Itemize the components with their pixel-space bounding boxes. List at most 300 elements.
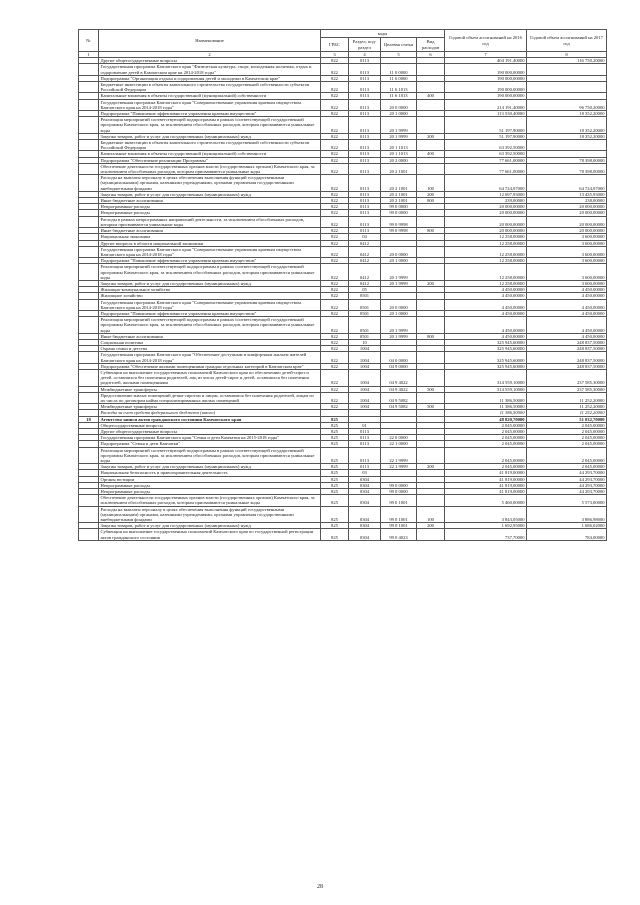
cell-amount-2016: 12 258,00000	[445, 280, 527, 286]
cell-target-article: 22 1 9999	[381, 447, 417, 464]
cell-grbs: 822	[321, 264, 349, 281]
cell-grbs: 825	[321, 529, 349, 540]
cell-expense-type: 800	[417, 333, 445, 339]
cell-razdel: 0113	[349, 99, 381, 110]
cell-expense-type	[417, 447, 445, 464]
cell-amount-2016: 12 258,00000	[445, 264, 527, 281]
cell-target-article: 20 0 0000	[381, 299, 417, 310]
cell-razdel: 0113	[349, 117, 381, 134]
cell-grbs: 822	[321, 82, 349, 93]
cell-amount-2017: 78 398,00000	[527, 157, 607, 163]
cell-grbs: 822	[321, 157, 349, 163]
cell-grbs: 822	[321, 175, 349, 192]
cell-name: Жилищное хозяйство	[99, 293, 321, 299]
cell-amount-2017	[527, 82, 607, 93]
cell-name: Межбюджетные трансферты	[99, 386, 321, 392]
cell-name: Государственная программа Камчатского края "Совершенствование управления краевым имуществом Камчатского края на 2014-2018 годы"	[99, 99, 321, 110]
cell-razdel: 0113	[349, 93, 381, 99]
cell-target-article: 20 0 0000	[381, 99, 417, 110]
cell-amount-2016: 2 045,00000	[445, 464, 527, 470]
cell-amount-2017	[527, 140, 607, 151]
cell-target-article: 22 1 0000	[381, 441, 417, 447]
cell-num	[79, 506, 99, 523]
table-row	[79, 246, 607, 257]
cell-amount-2017: 238,00000	[527, 198, 607, 204]
cell-expense-type	[417, 392, 445, 403]
colnum: 5	[381, 52, 417, 58]
cell-target-article: 99 0 9998	[381, 228, 417, 234]
cell-razdel: 0113	[349, 216, 381, 227]
cell-num	[79, 352, 99, 363]
cell-target-article: 99 0 0000	[381, 210, 417, 216]
cell-name: Обеспечение деятельности государственных органов власти (государственных органов) Камчатского края, за исключением обособленных расходов, которым присваиваются уникальные коды	[99, 163, 321, 174]
cell-amount-2016: 190 000,00000	[445, 64, 527, 75]
cell-name: Государственная программа Камчатского края "Совершенствование управления краевым имуществом Камчатского края на 2014-2018 годы"	[99, 246, 321, 257]
header-2017: Годовой объем ассигнований на 2017 год	[527, 30, 607, 52]
cell-amount-2016: 325 945,60000	[445, 339, 527, 345]
table-row	[79, 117, 607, 134]
cell-amount-2016: 4 450,00000	[445, 293, 527, 299]
cell-name: Подпрограмма "Обеспечение реализации Программы"	[99, 157, 321, 163]
cell-amount-2017: 116 750,20000	[527, 58, 607, 64]
cell-amount-2016: 20 000,00000	[445, 228, 527, 234]
cell-amount-2017: 96 750,20000	[527, 99, 607, 110]
cell-name: Непрограммные расходы	[99, 204, 321, 210]
cell-amount-2017: 237 585,30000	[527, 386, 607, 392]
cell-amount-2017: 18 352,20000	[527, 117, 607, 134]
cell-target-article: 20 1 0000	[381, 111, 417, 117]
cell-amount-2017: 248 837,50000	[527, 346, 607, 352]
cell-razdel: 0412	[349, 280, 381, 286]
cell-amount-2016: 63 392,50000	[445, 151, 527, 157]
cell-target-article: 20 1 0000	[381, 258, 417, 264]
cell-razdel: 0113	[349, 447, 381, 464]
cell-name: Общегосударственные вопросы	[99, 422, 321, 428]
cell-grbs: 825	[321, 476, 349, 482]
cell-razdel: 0304	[349, 523, 381, 529]
cell-num	[79, 392, 99, 403]
cell-grbs: 822	[321, 339, 349, 345]
cell-razdel: 1004	[349, 386, 381, 392]
cell-grbs: 822	[321, 198, 349, 204]
cell-amount-2017: 44 293,70000	[527, 489, 607, 495]
cell-grbs: 822	[321, 310, 349, 316]
cell-amount-2017: 3 600,00000	[527, 246, 607, 257]
cell-razdel: 0113	[349, 204, 381, 210]
cell-amount-2017: 784,00000	[527, 529, 607, 540]
cell-razdel: 0113	[349, 228, 381, 234]
cell-target-article: 99 0 1001	[381, 495, 417, 506]
cell-num	[79, 140, 99, 151]
cell-num	[79, 246, 99, 257]
cell-grbs: 822	[321, 140, 349, 151]
cell-target-article: 20 2 1001	[381, 191, 417, 197]
cell-razdel: 0501	[349, 293, 381, 299]
cell-name: Охрана семьи и детства	[99, 346, 321, 352]
cell-amount-2016: 77 661,00000	[445, 163, 527, 174]
cell-amount-2016: 48 820,70000	[445, 416, 527, 422]
cell-amount-2017: 4 450,00000	[527, 317, 607, 334]
cell-razdel: 0113	[349, 111, 381, 117]
cell-amount-2016: 20 000,00000	[445, 210, 527, 216]
cell-amount-2017: 3 600,00000	[527, 258, 607, 264]
cell-name: Расходы в рамках непрограммных направлений деятельности, за исключением обособленных расходов, которым присваиваются уникальные коды	[99, 216, 321, 227]
cell-name: Непрограммные расходы	[99, 210, 321, 216]
cell-expense-type	[417, 163, 445, 174]
cell-name: Государственная программа Камчатского края "Обеспечение доступным и комфортным жильем жителей Камчатского края на 2014-2018 годы"	[99, 352, 321, 363]
cell-name: Капитальные вложения в объекты государственной (муниципальной) собственности	[99, 93, 321, 99]
cell-amount-2016: 404 191,40000	[445, 58, 527, 64]
table-header	[79, 30, 607, 58]
cell-amount-2016: 51 197,90000	[445, 133, 527, 139]
cell-razdel: 1004	[349, 363, 381, 369]
cell-expense-type	[417, 64, 445, 75]
cell-expense-type: 500	[417, 386, 445, 392]
cell-name: Расходы на выплаты персоналу в целях обеспечения выполнения функций государственными (муниципальными) органами, казенными учреждениями, органами управления государственными внебюджетными фондами	[99, 175, 321, 192]
cell-amount-2016: 2 045,00000	[445, 441, 527, 447]
cell-num: 18	[79, 416, 99, 422]
cell-amount-2017: 3 886,98000	[527, 506, 607, 523]
cell-target-article: 11 6 1013	[381, 93, 417, 99]
cell-amount-2016: 77 661,00000	[445, 157, 527, 163]
cell-target-article: 20 1 9999	[381, 117, 417, 134]
cell-razdel: 1004	[349, 369, 381, 386]
cell-amount-2016: 4 450,00000	[445, 333, 527, 339]
cell-amount-2017: 4 450,00000	[527, 293, 607, 299]
cell-expense-type: 800	[417, 228, 445, 234]
cell-grbs: 822	[321, 228, 349, 234]
cell-target-article: 11 6 1013	[381, 82, 417, 93]
cell-name: Обеспечение деятельности государственных органов власти (государственных органов) Камчатского края, за исключением обособленных расходов, которым присваиваются уникальные коды	[99, 495, 321, 506]
cell-amount-2017: 44 293,70000	[527, 482, 607, 488]
cell-amount-2017: 11 252,20000	[527, 404, 607, 410]
cell-target-article: 04 9 0000	[381, 363, 417, 369]
table-row	[79, 299, 607, 310]
cell-razdel: 1004	[349, 392, 381, 403]
cell-expense-type: 200	[417, 464, 445, 470]
cell-grbs: 825	[321, 435, 349, 441]
cell-name: Органы юстиции	[99, 476, 321, 482]
table-row	[79, 140, 607, 151]
cell-target-article: 99 0 0000	[381, 489, 417, 495]
cell-grbs: 822	[321, 111, 349, 117]
cell-amount-2016: 2 045,00000	[445, 435, 527, 441]
cell-amount-2017: 11 252,20000	[527, 392, 607, 403]
colnum: 7	[445, 52, 527, 58]
cell-amount-2017: 51 032,70000	[527, 416, 607, 422]
cell-amount-2016: 5 460,00000	[445, 495, 527, 506]
cell-razdel: 04	[349, 234, 381, 240]
cell-num	[79, 163, 99, 174]
table-row	[79, 216, 607, 227]
cell-razdel: 0113	[349, 133, 381, 139]
header-num: №	[79, 30, 99, 52]
cell-expense-type	[417, 495, 445, 506]
cell-name: Реализация мероприятий соответствующей подпрограммы в рамках соответствующей государственной программы Камчатского края, за исключением обособленных расходов, которым присваиваются уникальные коды	[99, 317, 321, 334]
cell-expense-type	[417, 352, 445, 363]
cell-target-article: 99 0 1001	[381, 506, 417, 523]
cell-name: Закупка товаров, работ и услуг для государственных (муниципальных) нужд	[99, 464, 321, 470]
cell-name: Государственная программа Камчатского края "Совершенствование управления краевым имуществом Камчатского края на 2014-2018 годы"	[99, 299, 321, 310]
cell-grbs: 822	[321, 117, 349, 134]
cell-razdel: 0113	[349, 157, 381, 163]
cell-target-article: 11 0 0000	[381, 64, 417, 75]
table-row	[79, 175, 607, 192]
cell-name: Субвенции на выполнение государственных полномочий Камчатского края по обеспечению детей-сирот и детей, оставшихся без попечения родителей, лиц из числа детей-сирот и детей, оставшихся без попечения родителей, жилыми помещениями	[99, 369, 321, 386]
table-row	[79, 447, 607, 464]
cell-grbs: 822	[321, 75, 349, 81]
cell-amount-2016: 11 386,50000	[445, 404, 527, 410]
cell-razdel: 0113	[349, 58, 381, 64]
cell-razdel: 0113	[349, 191, 381, 197]
colnum: 6	[417, 52, 445, 58]
table-row	[79, 392, 607, 403]
cell-grbs: 822	[321, 133, 349, 139]
cell-razdel: 05	[349, 287, 381, 293]
cell-amount-2016: 41 819,00000	[445, 470, 527, 476]
cell-razdel: 0412	[349, 258, 381, 264]
cell-amount-2016: 2 045,00000	[445, 422, 527, 428]
header-grbs: ГРБС	[321, 38, 349, 52]
cell-grbs: 822	[321, 204, 349, 210]
cell-grbs: 825	[321, 506, 349, 523]
cell-amount-2016: 41 819,00000	[445, 482, 527, 488]
colnum: 8	[527, 52, 607, 58]
cell-grbs: 825	[321, 470, 349, 476]
cell-name: Социальная политика	[99, 339, 321, 345]
cell-name: Государственная программа Камчатского края "Семья и дети Камчатки на 2015-2018 годы"	[99, 435, 321, 441]
cell-amount-2016: 325 945,60000	[445, 346, 527, 352]
cell-num	[79, 64, 99, 75]
cell-expense-type	[417, 529, 445, 540]
cell-num	[79, 529, 99, 540]
cell-amount-2017: 20 000,00000	[527, 204, 607, 210]
cell-amount-2016: 190 000,00000	[445, 93, 527, 99]
cell-name: Закупка товаров, работ и услуг для государственных (муниципальных) нужд	[99, 133, 321, 139]
cell-name: Подпрограмма "Повышение эффективности управления краевым имуществом"	[99, 111, 321, 117]
cell-amount-2016: 2 045,00000	[445, 429, 527, 435]
cell-expense-type: 200	[417, 133, 445, 139]
cell-amount-2017: 20 000,00000	[527, 228, 607, 234]
cell-expense-type: 400	[417, 151, 445, 157]
cell-amount-2016: 20 000,00000	[445, 216, 527, 227]
cell-amount-2017: 3 600,00000	[527, 234, 607, 240]
cell-razdel: 0304	[349, 529, 381, 540]
cell-name: Расходы за счет средств федерального бюджета (итого)	[99, 410, 321, 416]
header-2016: Годовой объем ассигнований на 2016 год	[445, 30, 527, 52]
cell-grbs: 822	[321, 299, 349, 310]
cell-name: Подпрограмма "Повышение эффективности управления краевым имуществом"	[99, 310, 321, 316]
cell-grbs: 822	[321, 392, 349, 403]
cell-target-article: 99 0 0000	[381, 482, 417, 488]
cell-razdel: 0113	[349, 82, 381, 93]
cell-razdel: 0501	[349, 333, 381, 339]
cell-razdel: 0113	[349, 140, 381, 151]
cell-num	[79, 117, 99, 134]
cell-amount-2016: 2 045,00000	[445, 447, 527, 464]
cell-target-article: 20 1 9999	[381, 133, 417, 139]
cell-amount-2016: 190 000,00000	[445, 82, 527, 93]
budget-table	[78, 29, 607, 541]
cell-target-article: 20 2 1001	[381, 163, 417, 174]
cell-razdel: 03	[349, 470, 381, 476]
cell-target-article: 99 0 0000	[381, 204, 417, 210]
document-page	[78, 29, 606, 541]
cell-target-article: 20 1 9999	[381, 280, 417, 286]
cell-target-article: 99 0 9998	[381, 216, 417, 227]
cell-expense-type: 200	[417, 191, 445, 197]
cell-grbs: 825	[321, 495, 349, 506]
cell-num	[79, 317, 99, 334]
cell-expense-type: 800	[417, 198, 445, 204]
cell-amount-2016: 314 559,10000	[445, 369, 527, 386]
cell-amount-2017	[527, 64, 607, 75]
cell-target-article: 20 1 1013	[381, 151, 417, 157]
cell-amount-2017: 4 450,00000	[527, 299, 607, 310]
cell-target-article: 04 9 5082	[381, 392, 417, 403]
cell-grbs: 825	[321, 429, 349, 435]
cell-amount-2017: 44 293,70000	[527, 476, 607, 482]
cell-name: Жилищно-коммунальное хозяйство	[99, 287, 321, 293]
cell-razdel: 0113	[349, 75, 381, 81]
cell-amount-2016: 64 724,07000	[445, 175, 527, 192]
cell-amount-2017: 237 585,30000	[527, 369, 607, 386]
cell-name: Закупка товаров, работ и услуг для государственных (муниципальных) нужд	[99, 280, 321, 286]
cell-amount-2017: 4 450,00000	[527, 287, 607, 293]
cell-grbs: 822	[321, 352, 349, 363]
cell-target-article: 04 0 0000	[381, 352, 417, 363]
cell-amount-2017: 2 045,00000	[527, 464, 607, 470]
cell-razdel: 0113	[349, 163, 381, 174]
cell-amount-2017: 20 000,00000	[527, 210, 607, 216]
cell-grbs: 825	[321, 489, 349, 495]
cell-amount-2017: 2 045,00000	[527, 447, 607, 464]
cell-razdel: 1004	[349, 352, 381, 363]
cell-amount-2017: 44 293,70000	[527, 470, 607, 476]
cell-num	[79, 495, 99, 506]
cell-expense-type	[417, 99, 445, 110]
cell-expense-type: 100	[417, 175, 445, 192]
cell-name: Подпрограмма "Семья и дети Камчатки"	[99, 441, 321, 447]
cell-amount-2016: 20 000,00000	[445, 204, 527, 210]
cell-target-article: 20 1 0000	[381, 310, 417, 316]
page-number: 28	[317, 884, 323, 890]
cell-amount-2017: 248 837,50000	[527, 363, 607, 369]
cell-amount-2016: 12 697,93000	[445, 191, 527, 197]
cell-num	[79, 447, 99, 464]
cell-name: Реализация мероприятий соответствующей подпрограммы в рамках соответствующей государственной программы Камчатского края, за исключением обособленных расходов, которым присваиваются уникальные коды	[99, 117, 321, 134]
cell-razdel: 0304	[349, 476, 381, 482]
cell-name: Реализация мероприятий соответствующей подпрограммы в рамках соответствующей государственной программы Камчатского края, за исключением обособленных расходов, которым присваиваются уникальные коды	[99, 447, 321, 464]
cell-name: Предоставление жилых помещений детям-сиротам и лицам, оставшимся без попечения родителей, лицам из их числа по договорам найма специализированных жилых помещений	[99, 392, 321, 403]
cell-grbs: 822	[321, 64, 349, 75]
cell-name: Реализация мероприятий соответствующей подпрограммы в рамках соответствующей государственной программы Камчатского края, за исключением обособленных расходов, которым присваиваются уникальные коды	[99, 264, 321, 281]
cell-amount-2016: 12 258,00000	[445, 234, 527, 240]
cell-grbs: 822	[321, 151, 349, 157]
cell-num	[79, 264, 99, 281]
cell-name: Расходы на выплаты персоналу в целях обеспечения выполнения функций государственными (муниципальными) органами, казенными учреждениями, органами управления государственными внебюджетными фондами	[99, 506, 321, 523]
cell-target-article: 11 6 0000	[381, 75, 417, 81]
cell-name: Национальная экономика	[99, 234, 321, 240]
cell-name: Иные бюджетные ассигнования	[99, 333, 321, 339]
cell-amount-2017: 2 045,00000	[527, 422, 607, 428]
cell-amount-2017: 4 450,00000	[527, 333, 607, 339]
cell-grbs: 822	[321, 240, 349, 246]
cell-amount-2017: 2 045,00000	[527, 435, 607, 441]
cell-amount-2017: 3 600,00000	[527, 240, 607, 246]
cell-target-article: 20 2 1001	[381, 198, 417, 204]
cell-amount-2016: 113 530,40000	[445, 111, 527, 117]
cell-razdel: 10	[349, 339, 381, 345]
cell-amount-2016: 190 000,00000	[445, 75, 527, 81]
cell-razdel: 0113	[349, 429, 381, 435]
table-row	[79, 369, 607, 386]
cell-razdel: 0113	[349, 198, 381, 204]
cell-target-article: 20 1 9999	[381, 264, 417, 281]
cell-target-article: 20 1 9999	[381, 333, 417, 339]
colnum: 4	[349, 52, 381, 58]
cell-expense-type	[417, 82, 445, 93]
cell-name: Другие общегосударственные вопросы	[99, 58, 321, 64]
cell-amount-2017: 4 450,00000	[527, 310, 607, 316]
cell-razdel: 0501	[349, 310, 381, 316]
cell-grbs: 822	[321, 246, 349, 257]
cell-expense-type	[417, 317, 445, 334]
cell-name: Подпрограмма "Обеспечение жилыми помещениями граждан отдельных категорий в Камчатском крае"	[99, 363, 321, 369]
cell-grbs: 822	[321, 386, 349, 392]
cell-grbs: 822	[321, 216, 349, 227]
cell-target-article: 04 9 5082	[381, 404, 417, 410]
cell-name: Другие вопросы в области национальной экономики	[99, 240, 321, 246]
table-body	[79, 58, 607, 541]
header-razdel: Раздел, под-раздел	[349, 38, 381, 52]
cell-amount-2017: 64 724,07000	[527, 175, 607, 192]
cell-amount-2017: 78 398,00000	[527, 163, 607, 174]
cell-amount-2017: 3 600,00000	[527, 264, 607, 281]
cell-num	[79, 82, 99, 93]
cell-amount-2016: 325 945,60000	[445, 352, 527, 363]
cell-razdel: 01	[349, 422, 381, 428]
cell-amount-2016: 214 191,40000	[445, 99, 527, 110]
colnum: 3	[321, 52, 349, 58]
cell-razdel: 1004	[349, 346, 381, 352]
cell-amount-2016: 239,00000	[445, 198, 527, 204]
cell-razdel: 0501	[349, 317, 381, 334]
cell-razdel: 0304	[349, 495, 381, 506]
header-codes: коды	[321, 30, 445, 38]
cell-amount-2016: 4 450,00000	[445, 299, 527, 310]
table-row	[79, 529, 607, 540]
cell-name: Агентство записи актов гражданского состояния Камчатского края	[99, 416, 321, 422]
cell-grbs: 822	[321, 99, 349, 110]
header-cs: Целевая статья	[381, 38, 417, 52]
cell-razdel: 0304	[349, 489, 381, 495]
cell-grbs: 822	[321, 293, 349, 299]
cell-grbs: 825	[321, 441, 349, 447]
cell-amount-2017: 13 435,93000	[527, 191, 607, 197]
cell-razdel: 1004	[349, 404, 381, 410]
header-name: Наименование	[99, 30, 321, 52]
cell-name: Закупка товаров, работ и услуг для государственных (муниципальных) нужд	[99, 191, 321, 197]
cell-amount-2016: 325 945,60000	[445, 363, 527, 369]
cell-expense-type: 200	[417, 523, 445, 529]
cell-grbs: 822	[321, 346, 349, 352]
cell-name: Государственная программа Камчатского края "Физическая культура, спорт, молодежная политика, отдых и оздоровление детей в Камчатском крае на 2014-2018 годы"	[99, 64, 321, 75]
cell-target-article: 20 1 1013	[381, 140, 417, 151]
cell-num	[79, 99, 99, 110]
cell-amount-2016: 4 450,00000	[445, 317, 527, 334]
cell-num	[79, 216, 99, 227]
